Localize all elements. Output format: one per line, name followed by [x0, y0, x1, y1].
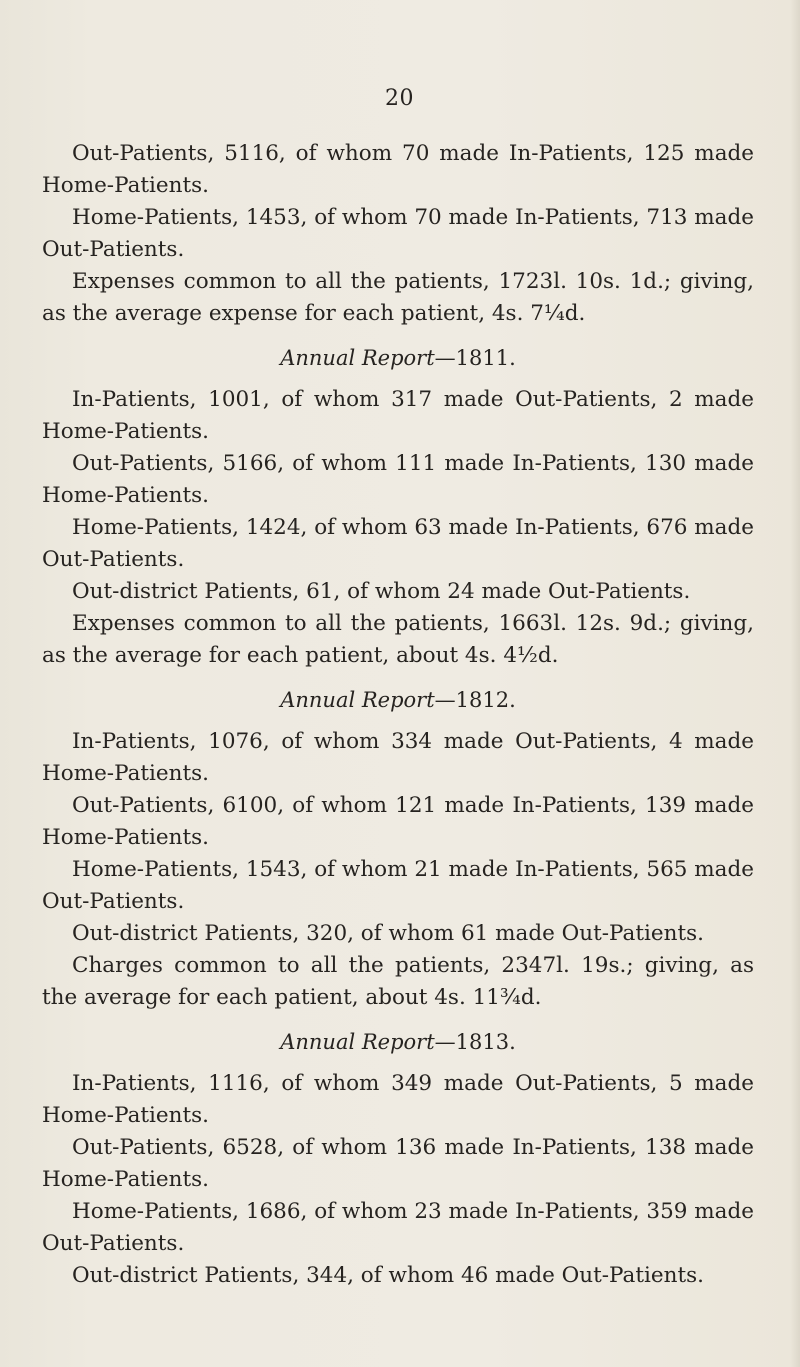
section-heading-1813	[42, 1026, 754, 1058]
paragraph-1811-out-patients: Out-Patients, 5166, of whom 111 made In-Patients, 130 made Home-Patients.	[42, 451, 754, 508]
document-body	[42, 138, 754, 1292]
paragraph-1813-in-patients: In-Patients, 1116, of whom 349 made Out-Patients, 5 made Home-Patients.	[42, 1071, 754, 1128]
paragraph-1811-home-patients: Home-Patients, 1424, of whom 63 made In-Patients, 676 made Out-Patients.	[42, 515, 754, 572]
section-heading-title: Annual Report	[280, 346, 435, 370]
paragraph-1811-expenses: Expenses common to all the patients, 1663l. 12s. 9d.; giving, as the average for each patient, about 4s. 4½d.	[42, 611, 754, 668]
paragraph-1812-charges: Charges common to all the patients, 2347l. 19s.; giving, as the average for each patient, about 4s. 11¾d.	[42, 953, 754, 1010]
section-heading-year: —1811.	[434, 346, 516, 370]
intro-paragraph-expenses: Expenses common to all the patients, 1723l. 10s. 1d.; giving, as the average expense for each patient, 4s. 7¼d.	[42, 269, 754, 326]
paragraph-1812-out-district: Out-district Patients, 320, of whom 61 made Out-Patients.	[72, 921, 704, 946]
section-heading-title: Annual Report	[280, 688, 435, 712]
section-heading-year: —1812.	[434, 688, 516, 712]
page-edge-shadow	[790, 0, 800, 1367]
paragraph-1811-out-district: Out-district Patients, 61, of whom 24 made Out-Patients.	[72, 579, 691, 604]
section-heading-year: —1813.	[434, 1030, 516, 1054]
paragraph-1812-home-patients: Home-Patients, 1543, of whom 21 made In-Patients, 565 made Out-Patients.	[42, 857, 754, 914]
paragraph-1813-out-patients: Out-Patients, 6528, of whom 136 made In-Patients, 138 made Home-Patients.	[42, 1135, 754, 1192]
section-heading-title: Annual Report	[280, 1030, 435, 1054]
paragraph-1812-out-patients: Out-Patients, 6100, of whom 121 made In-Patients, 139 made Home-Patients.	[42, 793, 754, 850]
section-heading-1812	[42, 684, 754, 716]
section-heading-1811	[42, 342, 754, 374]
paragraph-1812-in-patients: In-Patients, 1076, of whom 334 made Out-Patients, 4 made Home-Patients.	[42, 729, 754, 786]
intro-paragraph-out-patients: Out-Patients, 5116, of whom 70 made In-Patients, 125 made Home-Patients.	[42, 141, 754, 198]
paragraph-1813-out-district: Out-district Patients, 344, of whom 46 made Out-Patients.	[72, 1263, 704, 1288]
paragraph-1813-home-patients: Home-Patients, 1686, of whom 23 made In-Patients, 359 made Out-Patients.	[42, 1199, 754, 1256]
intro-paragraph-home-patients: Home-Patients, 1453, of whom 70 made In-Patients, 713 made Out-Patients.	[42, 205, 754, 262]
paragraph-1811-in-patients: In-Patients, 1001, of whom 317 made Out-Patients, 2 made Home-Patients.	[42, 387, 754, 444]
page-number: 20	[385, 86, 414, 111]
